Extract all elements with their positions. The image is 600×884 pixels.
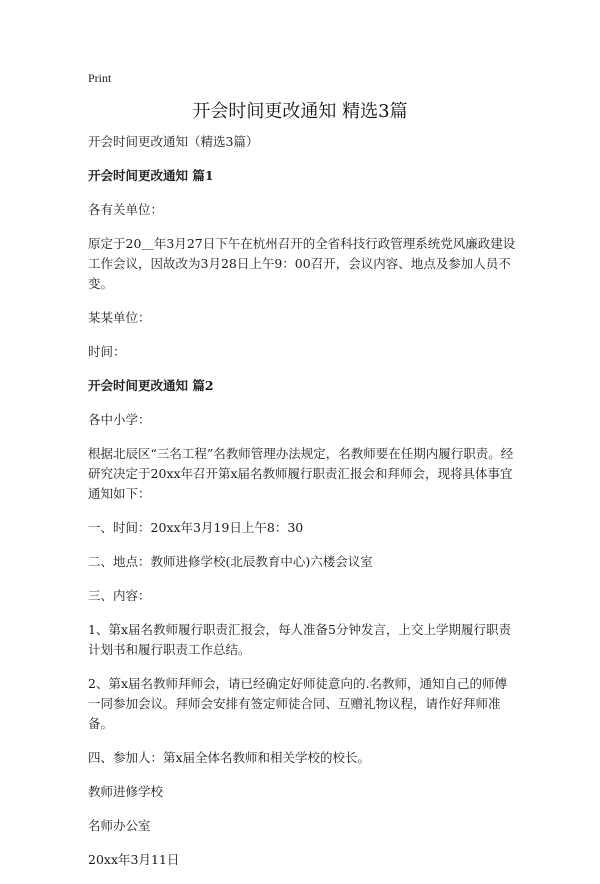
- paragraph: 时间：: [88, 344, 126, 359]
- page-title: 开会时间更改通知 精选3篇: [192, 101, 408, 122]
- paragraph: 各有关单位：: [88, 202, 164, 217]
- paragraph: 各中小学：: [88, 412, 151, 427]
- paragraph: 2、第x届名教师拜师会，请已经确定好师徒意向的.名教师，通知自己的师傅一同参加会议。拜师会安排有签定师徒合同、互赠礼物议程，请作好拜师准备。: [88, 676, 507, 731]
- paragraph: 三、内容：: [88, 588, 151, 603]
- paragraph: 教师进修学校: [88, 784, 164, 799]
- print-link[interactable]: Print: [88, 71, 112, 85]
- paragraph: 一、时间：20xx年3月19日上午8：30: [88, 520, 304, 535]
- section-heading-1: 开会时间更改通知 篇1: [88, 168, 214, 183]
- document-subtitle: 开会时间更改通知（精选3篇）: [88, 134, 259, 149]
- paragraph: 四、参加人：第x届全体名教师和相关学校的校长。: [88, 750, 371, 765]
- paragraph: 二、地点：教师进修学校(北辰教育中心)六楼会议室: [88, 554, 373, 569]
- paragraph: 名师办公室: [88, 818, 151, 833]
- paragraph: 某某单位：: [88, 310, 151, 325]
- paragraph: 原定于20＿年3月27日下午在杭州召开的全省科技行政管理系统党风廉政建设工作会议，因故改为3月28日上午9：00召开，会议内容、地点及参加人员不变。: [88, 236, 516, 291]
- document-body: [88, 132, 518, 884]
- paragraph: 1、第x届名教师履行职责汇报会，每人准备5分钟发言，上交上学期履行职责计划书和履行职责工作总结。: [88, 622, 511, 657]
- paragraph: 20xx年3月11日: [88, 852, 180, 867]
- section-heading-2: 开会时间更改通知 篇2: [88, 378, 214, 393]
- paragraph: 根据北辰区“三名工程”名教师管理办法规定，名教师要在任期内履行职责。经研究决定于20xx年召开第x届名教师履行职责汇报会和拜师会，现将具体事宜通知如下：: [88, 446, 514, 501]
